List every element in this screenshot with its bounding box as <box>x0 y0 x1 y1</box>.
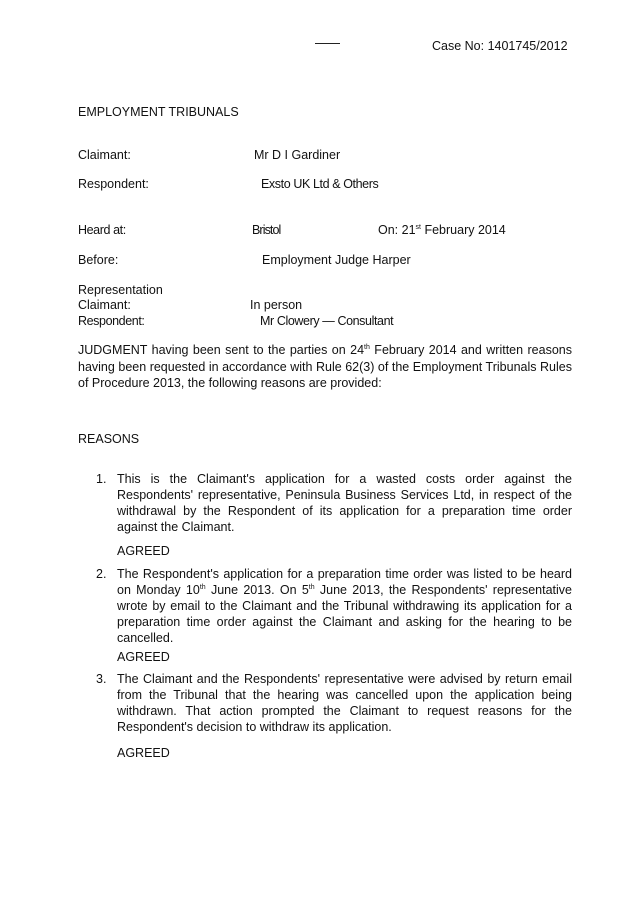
hearing-date-rest: February 2014 <box>420 223 506 237</box>
claimant-value: Mr D I Gardiner <box>254 148 341 162</box>
reason-number: 1. <box>96 472 107 486</box>
judgment-text-rest: February 2014 and written reasons having been requested in accordance with Rule 62(3) of the Employment Tribunals Rules of Procedure 2013, the following reasons are provided: <box>78 343 572 391</box>
reason-number: 3. <box>96 672 107 686</box>
rep-claimant-value: In person <box>250 298 303 312</box>
reason-text: The Claimant and the Respondents' representative were advised by return email from the Tribunal that the hearing was cancelled upon the application being withdrawn. That action prompted the Claimant to request reasons for the Respondent's decision to withdraw its application. <box>117 672 572 734</box>
rep-respondent-label: Respondent: <box>78 314 145 328</box>
reason-2-text-c: June 2013, the Respondents' representative wrote by email to the Claimant and the Tribunal withdrawing its application for a preparation time order against the Claimant and asking for the hearing to be cancelled. <box>117 583 573 645</box>
heard-at-value: Bristol <box>252 223 281 237</box>
judgment-paragraph <box>78 342 572 392</box>
heard-at-label: Heard at: <box>78 223 126 237</box>
reason-2-sup-b: th <box>308 583 315 591</box>
hearing-date-prefix: On: 21 <box>378 223 416 237</box>
hearing-date <box>378 222 506 238</box>
hearing-date-suffix: st <box>415 223 421 231</box>
reason-2-text-a: The Respondent's application for a preparation time order was listed to be heard on Monday 10 <box>117 567 572 597</box>
case-number: Case No: 1401745/2012 <box>432 39 568 53</box>
representation-heading: Representation <box>78 283 163 297</box>
rep-claimant-label: Claimant: <box>78 298 131 312</box>
reason-2-text-b: June 2013. On 5 <box>205 583 309 597</box>
rep-respondent-value: Mr Clowery — Consultant <box>260 314 394 328</box>
reason-text: This is the Claimant's application for a wasted costs order against the Respondents' representative, Peninsula Business Services Ltd, in respect of the withdrawal by the Respondent of its application for a preparation time order against the Claimant. <box>117 472 572 534</box>
reason-agreed: AGREED <box>117 650 170 664</box>
reason-agreed: AGREED <box>117 746 170 760</box>
header-blank-line <box>315 43 340 44</box>
claimant-label: Claimant: <box>78 148 131 162</box>
before-label: Before: <box>78 253 119 267</box>
reasons-heading: REASONS <box>78 432 140 446</box>
before-value: Employment Judge Harper <box>262 253 411 267</box>
reason-agreed: AGREED <box>117 544 170 558</box>
respondent-value: Exsto UK Ltd & Others <box>261 177 379 191</box>
document-title: EMPLOYMENT TRIBUNALS <box>78 105 239 119</box>
judgment-date-suffix: th <box>364 343 370 351</box>
reason-number: 2. <box>96 567 107 581</box>
respondent-label: Respondent: <box>78 177 149 191</box>
reason-2-sup-a: th <box>199 583 206 591</box>
judgment-text-start: JUDGMENT having been sent to the parties on 24 <box>78 343 365 357</box>
reason-text <box>117 566 572 646</box>
